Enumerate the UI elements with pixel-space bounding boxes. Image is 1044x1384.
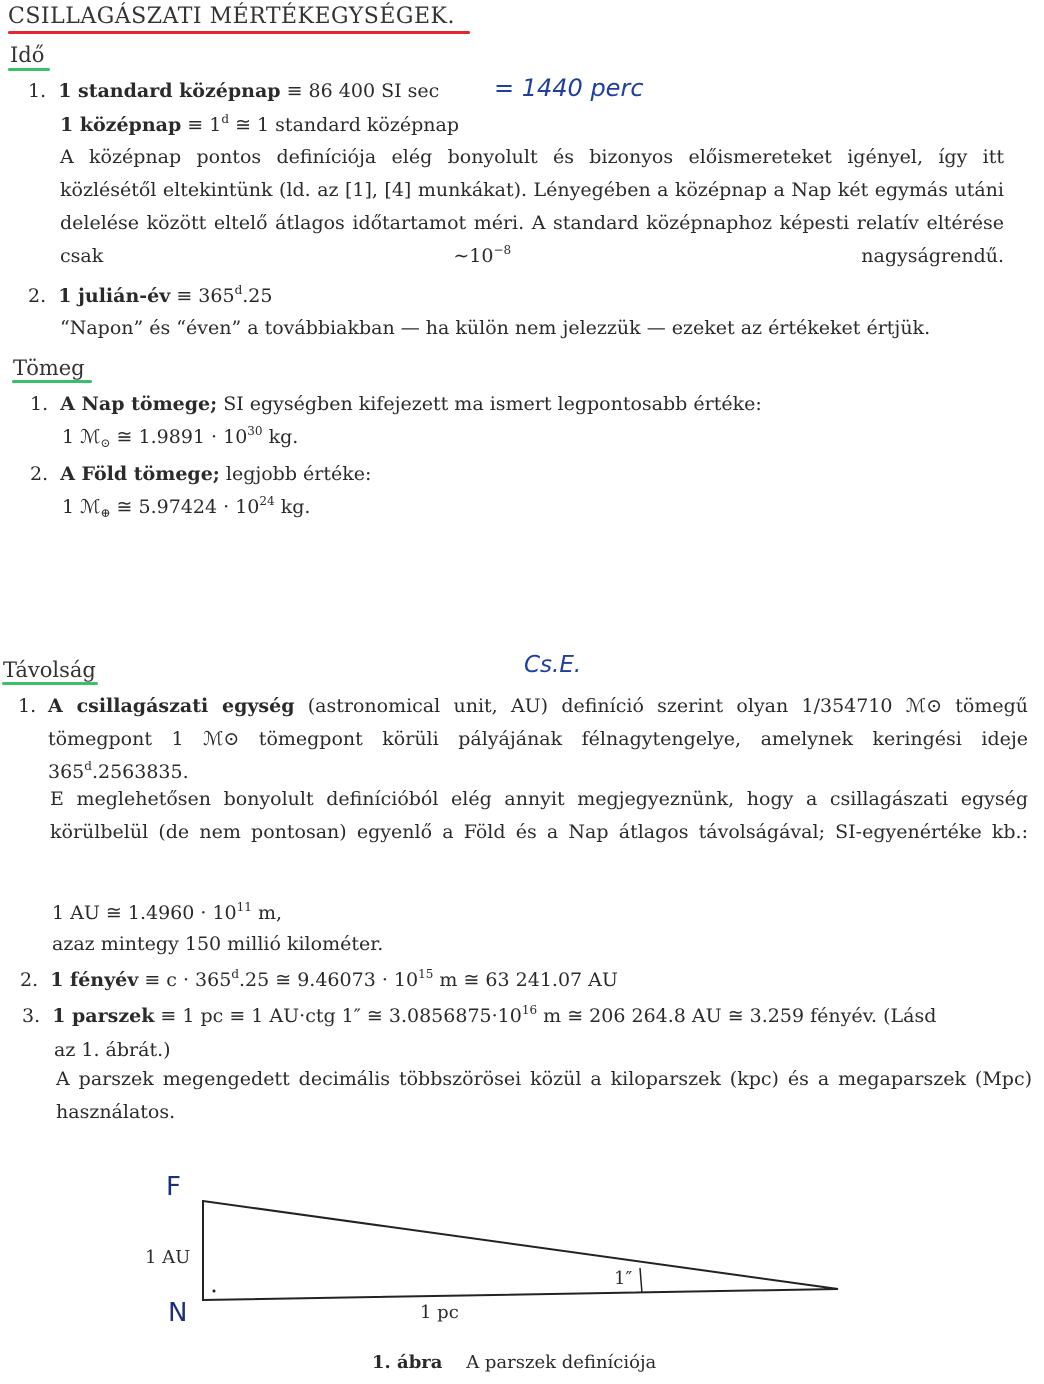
formula-part: ≡ 365: [176, 285, 235, 307]
paragraph-text: A középnap pontos definíciója elég bonyolult és bizonyos előismereteket igényel, így itt közlésétől eltekintünk (ld. az [1], [4] munkákat). Lényegében a középnap a Nap két egymás utáni delelése között eltelő átlagos időtartamot méri. A standard középnaphoz képesti relatív eltérése csak ∼10: [60, 146, 1004, 267]
formula-part: m ≅ 63 241.07 AU: [433, 969, 618, 991]
superscript: 11: [236, 900, 252, 914]
superscript: d: [84, 759, 92, 773]
superscript: d: [234, 283, 243, 297]
paragraph-text: .2563835.: [91, 761, 189, 783]
label-angle: 1″: [614, 1268, 633, 1289]
label-1pc: 1 pc: [420, 1302, 459, 1323]
formula-part: 1 ℳ: [62, 496, 101, 518]
superscript: 16: [521, 1003, 538, 1017]
formula-part: kg.: [262, 426, 299, 448]
tomeg-item2-line1: [30, 458, 371, 491]
formula-part: kg.: [274, 496, 311, 518]
paragraph-text: nagyságrendű.: [511, 245, 1005, 267]
section-underline-tomeg: [12, 380, 92, 383]
label-n: N: [168, 1298, 188, 1328]
right-angle-mark: [640, 1268, 642, 1293]
figure-caption: [372, 1352, 656, 1373]
item-lead: A csillagászati egység: [48, 695, 295, 717]
item-number: 1.: [28, 80, 47, 102]
subscript: ⊕: [100, 506, 111, 520]
parsec-triangle: [203, 1201, 838, 1300]
section-heading-ido: Idő: [10, 43, 45, 67]
superscript: 15: [418, 967, 434, 981]
tavolsag-item3-line2: az 1. ábrát.): [54, 1039, 171, 1061]
formula-part: ≡ c · 365: [138, 969, 232, 991]
superscript: d: [231, 967, 239, 981]
formula-part: 1 AU ≅ 1.4960 · 10: [52, 902, 237, 924]
item-value: ≡ 86 400 SI sec: [286, 80, 440, 102]
tomeg-item2-formula: [62, 491, 310, 524]
tomeg-item1-line1: [30, 388, 762, 421]
title-underline: [8, 31, 470, 34]
section-underline-ido: [8, 68, 50, 71]
tavolsag-item1-paragraph2: E meglehetősen bonyolult definícióból elég annyit megjegyeznünk, hogy a csillagászati egység körülbelül (de nem pontosan) egyenlő a Föld és a Nap átlagos távolságával; SI-egyenértéke kb.:: [50, 788, 1028, 843]
item-text: SI egységben kifejezett ma ismert legpontosabb értéke:: [217, 393, 762, 415]
superscript: −8: [493, 243, 512, 257]
ido-item2-line1: [28, 280, 272, 313]
formula-part: m ≅ 206 264.8 AU ≅ 3.259 fényév. (Lásd: [537, 1005, 937, 1027]
item-number: 2.: [28, 285, 47, 307]
item-number: 2.: [20, 969, 39, 991]
vertex-dot: [213, 1290, 216, 1293]
tavolsag-item1-num: 1.: [18, 695, 37, 717]
item-lead: A Föld tömege;: [60, 463, 220, 485]
subscript: ⊙: [100, 436, 111, 450]
label-f: F: [166, 1172, 181, 1202]
section-heading-tavolsag: Távolság: [3, 658, 96, 682]
section-underline-tavolsag: [2, 682, 98, 685]
ido-item1-line1: [28, 75, 439, 108]
formula-part: .25 ≅ 9.46073 · 10: [239, 969, 419, 991]
tavolsag-item3-paragraph: A parszek megengedett decimális többszörösei közül a kiloparszek (kpc) és a megaparszek (Mpc) használatos.: [56, 1068, 1032, 1123]
formula-part: ≅ 1.9891 · 10: [110, 426, 248, 448]
item-number: 1.: [30, 393, 49, 415]
handwritten-initials: Cs.E.: [524, 652, 582, 678]
item-lead: 1 julián-év: [58, 285, 171, 307]
superscript: 30: [247, 424, 263, 438]
label-1au: 1 AU: [145, 1247, 191, 1268]
item-number: 2.: [30, 463, 49, 485]
item-lead: 1 fényév: [50, 969, 139, 991]
formula-part: ≅ 5.97424 · 10: [110, 496, 260, 518]
superscript: d: [221, 112, 230, 126]
formula-part: m,: [251, 902, 283, 924]
formula-part: .25: [242, 285, 273, 307]
au-explanation: azaz mintegy 150 millió kilométer.: [52, 933, 384, 955]
handwritten-note-perc: = 1440 perc: [494, 74, 644, 102]
section-heading-tomeg: Tömeg: [13, 356, 85, 380]
tavolsag-item2: [20, 964, 618, 997]
item-number: 3.: [22, 1005, 41, 1027]
formula-part: 1 ℳ: [62, 426, 101, 448]
item-text: legjobb értéke:: [219, 463, 372, 485]
formula-part: ≡ 1: [187, 114, 222, 136]
formula-part: ≡ 1 pc ≡ 1 AU·ctg 1″ ≅ 3.0856875·10: [154, 1005, 522, 1027]
item-lead: A Nap tömege;: [60, 393, 218, 415]
item-lead: 1 parszek: [52, 1005, 155, 1027]
caption-text: A parszek definíciója: [466, 1352, 657, 1373]
tomeg-item1-formula: [62, 421, 298, 454]
tavolsag-item3: [22, 1000, 936, 1033]
caption-label: 1. ábra: [372, 1352, 443, 1373]
page-title: CSILLAGÁSZATI MÉRTÉKEGYSÉGEK.: [8, 4, 455, 29]
au-formula: [52, 897, 282, 930]
superscript: 24: [259, 494, 275, 508]
ido-item2-note: “Napon” és “éven” a továbbiakban — ha külön nem jelezzük — ezeket az értékeket értjük.: [60, 317, 931, 339]
formula-part: ≅ 1 standard középnap: [235, 114, 460, 136]
paragraph-text: (astronomical unit, AU) definíció szerint olyan 1/354710 ℳ⊙ tömegű tömegpont 1 ℳ⊙ tömegpont körüli pályájának félnagytengelye, amelynek keringési ideje 365: [48, 695, 1028, 783]
item-lead: 1 standard középnap: [58, 80, 281, 102]
term: 1 középnap: [60, 114, 182, 136]
ido-item1-line2: [60, 109, 459, 142]
